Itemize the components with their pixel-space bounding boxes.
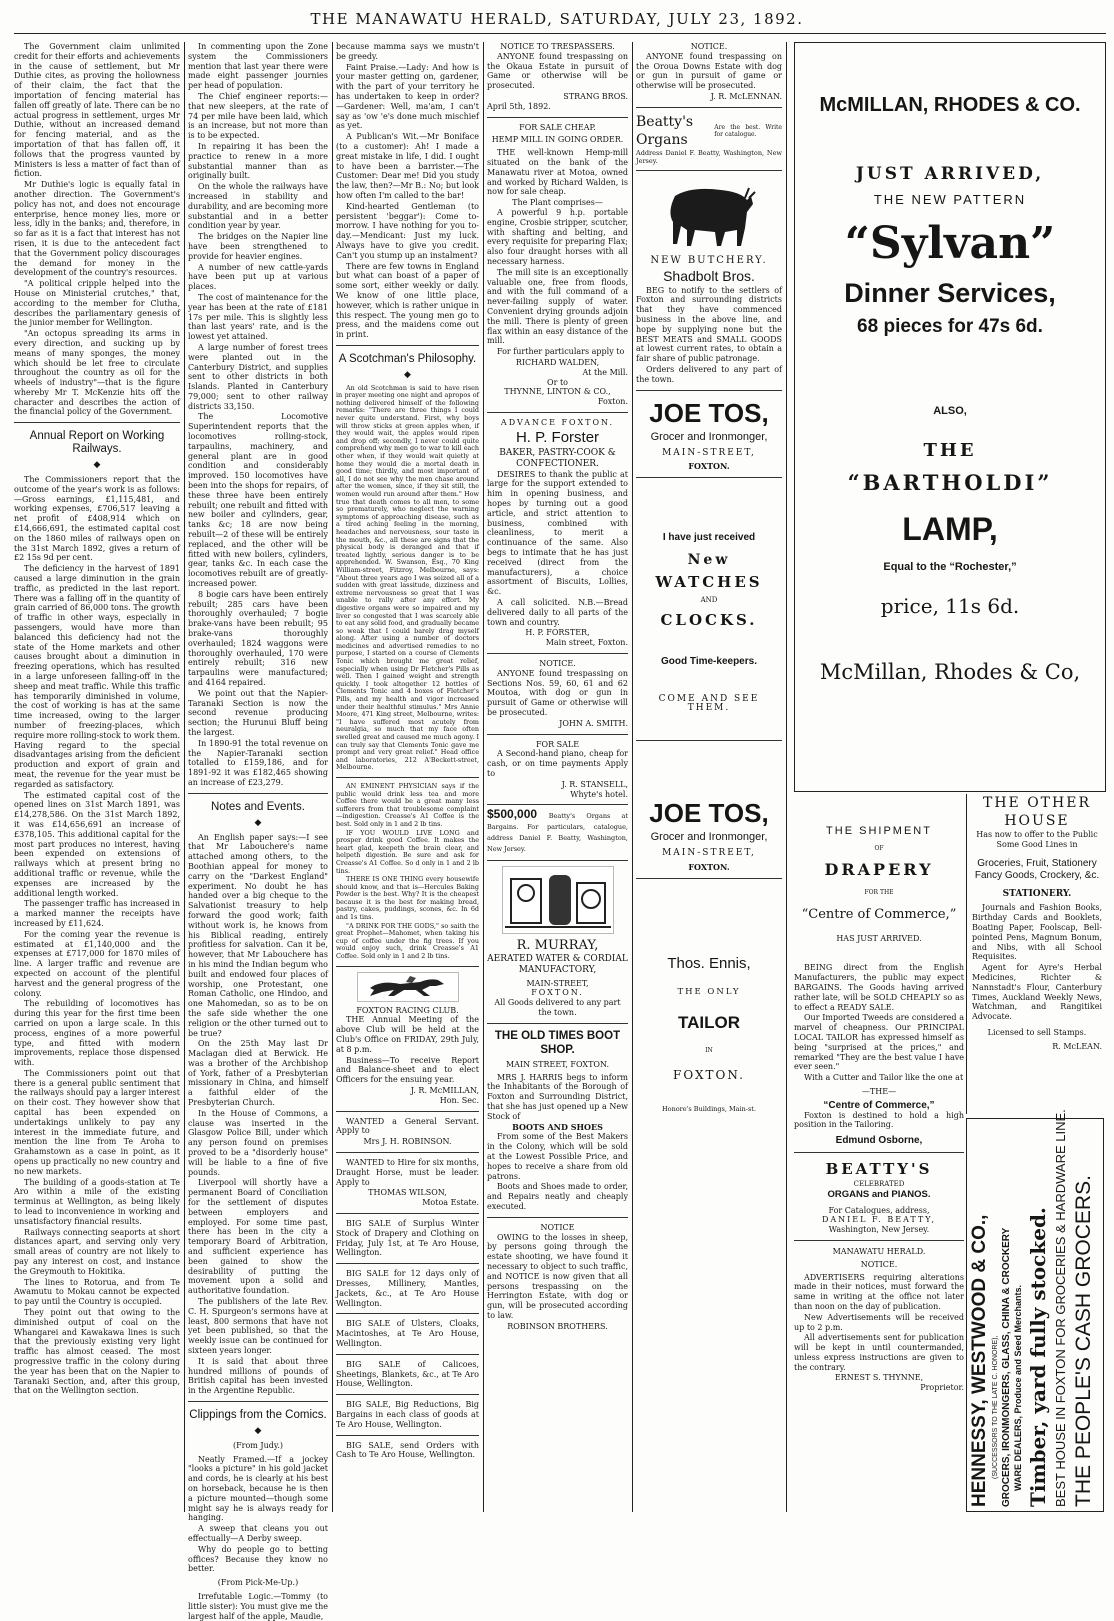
article-paragraph: The Commissioners point out that there is a general public sentiment that the railways should pay a larger interest on their cost. They however show that capital has been expended on undertakings unlikely to pay any interest in the immediate future, and mention the line from Te Aroha to Grahamstown as a case in point, as it opens up practically no new country and no new markets. xyxy=(14,1068,180,1176)
product-name: “Sylvan” xyxy=(844,218,1056,269)
ad-line: Equal to the “Rochester,” xyxy=(883,561,1017,573)
ad-line: New xyxy=(687,551,731,568)
ad-line: HAS JUST ARRIVED. xyxy=(836,933,922,943)
signature: At the Mill. xyxy=(582,367,628,377)
ad-paragraph: BIG SALE, send Orders with Cash to Te Aro House, Wellington. xyxy=(336,1440,479,1460)
ad-paragraph: BEG to notify to the settlers of Foxton and surrounding districts that they have commenced business in the above line, and hope by supplying none but the BEST MEATS and SMALL GOODS at lowest current rates, to obtain a fair share of public patronage. xyxy=(636,285,782,364)
divider xyxy=(336,1394,479,1395)
ad-paragraph: Our Imported Tweeds are considered a marvel of cheapness. Our PRINCIPAL LOCAL TAILOR has expressed himself as being "surprised at the prices," and remarked "They are the best value I have ever seen." xyxy=(794,1013,964,1072)
divider xyxy=(636,740,782,741)
other-house-ad xyxy=(972,794,1102,1114)
divider xyxy=(336,1111,479,1112)
signature: THOMAS WILSON, xyxy=(368,1188,447,1198)
divider xyxy=(636,170,782,171)
ad-paragraph: With a Cutter and Tailor like the one at xyxy=(804,1073,964,1083)
masthead: THE MANAWATU HERALD, SATURDAY, JULY 23, 1892. xyxy=(310,10,804,28)
ad-line: AND xyxy=(700,595,718,604)
ad-tagline: Are the best. Write for catalogue. xyxy=(714,123,782,138)
ad-heading: NOTICE. xyxy=(860,1259,898,1269)
article-paragraph: A number of new cattle-yards have been put up at various places. xyxy=(188,262,328,292)
business-name: Beatty's Organs xyxy=(636,113,694,148)
ad-line: Has now to offer to the Public Some Good Lines in xyxy=(976,830,1098,849)
ad-line: Licensed to sell Stamps. xyxy=(987,1027,1087,1037)
ad-line: —THE— xyxy=(861,1086,897,1096)
ad-heading: STATIONERY. xyxy=(1002,888,1072,899)
ad-paragraph: A Second-hand piano, cheap for cash, or on time payments Apply to xyxy=(487,749,628,778)
advertisement-text: THERE IS ONE THING every housewife should know, and that is—Hercules Baking Powder is the best. Why? It is the cheapest because it is the best for making bread, pastry, cakes, puddings, scones, &c. In 6d and 1s tins. xyxy=(336,875,479,922)
town-line: FOXTON. xyxy=(531,988,584,998)
ad-line: BEST HOUSE IN FOXTON FOR GROCERIES & HARDWARE LINE. xyxy=(1053,1109,1068,1507)
ad-paragraph: BIG SALE for 12 days only of Dresses, Millinery, Mantles, Jackets, &c., at Te Aro House Wellington. xyxy=(336,1269,479,1308)
ad-paragraph: Business—To receive Report and Balance-sheet and to elect Officers for the ensuing year. xyxy=(336,1055,479,1085)
ad-paragraph: From some of the Best Makers in the Colony, which will be sold at the Lowest Possible Price, and hopes to receive a share from old patrons. xyxy=(487,1132,628,1181)
signature: Foxton. xyxy=(597,397,628,407)
ad-line: ORGANS and PIANOS. xyxy=(827,1188,931,1200)
town-line: FOXTON. xyxy=(688,461,730,472)
signature: ROBINSON BROTHERS. xyxy=(507,1321,608,1331)
signature: J. R. STANSELL, xyxy=(561,779,628,789)
divider xyxy=(636,390,782,391)
divider xyxy=(336,345,479,346)
address-line: Honore's Buildings, Main-st. xyxy=(661,1105,756,1114)
ad-line: GROCERS, IRONMONGERS, GLASS, CHINA & CROCKERY xyxy=(1001,1227,1012,1507)
ad-paragraph: For further particulars apply to xyxy=(497,347,625,357)
ad-heading: ADVANCE FOXTON. xyxy=(500,417,615,427)
ad-heading: FOR SALE xyxy=(535,739,580,749)
centre-of-commerce-ad xyxy=(794,794,964,1512)
advertisement-text: "A DRINK FOR THE GODS," so saith the great Prophet—Mahomet, when taking his cup of coffee under the fig trees. If you would enjoy such, drink Creasse's A1 Coffee. Sold only in 1 and 2 lb tins. xyxy=(336,921,479,961)
article-paragraph: There are few towns in England but what can boast of a paper of some sort, either weekly or daily. We know of one little place, however, which is rather unique in this respect. The young men go to press, and the maidens come out in print. xyxy=(336,261,479,340)
divider xyxy=(487,734,628,735)
article-paragraph: Irrefutable Logic.—Tommy (to little sister): You must give me the largest half of the apple, Maudie, xyxy=(188,1591,328,1621)
signature: Proprietor. xyxy=(920,1383,964,1393)
article-paragraph: In 1890-91 the total revenue on the Napier-Taranaki section totalled to £159,186, and for 1891-92 it was £182,465 showing an increase of £23,279. xyxy=(188,738,328,787)
ad-paragraph: Or to xyxy=(547,377,568,387)
ad-paragraph: THE Annual Meeting of the above Club will be held at the Club's Office on FRIDAY, 29th July, at 8 p.m. xyxy=(336,1015,479,1054)
signature: J. R. McLENNAN. xyxy=(710,91,782,101)
ad-line: OF xyxy=(874,845,884,852)
business-name: JOE TOS, xyxy=(649,798,769,829)
business-type: Grocer and Ironmonger, xyxy=(650,831,768,844)
article-paragraph: Liverpool will shortly have a permanent Board of Conciliation for the settlement of disputes between employers and employed. For some time past, there has been in the city a temporary Board of Arbitration, and sufficient experience has been gained to show the desirability of putting the movement upon a solid and authoritative foundation. xyxy=(188,1178,328,1296)
signature: Hon. Sec. xyxy=(439,1095,479,1105)
divider xyxy=(487,412,628,413)
signature: Edmund Osborne, xyxy=(835,1135,923,1147)
ad-line: Good Time-keepers. xyxy=(661,655,757,667)
business-name: R. MURRAY, xyxy=(516,937,599,953)
column-rule xyxy=(332,42,333,1512)
product-type: LAMP, xyxy=(902,511,998,547)
ad-paragraph: Journals and Fashion Books, Birthday Cards and Booklets, Boating Paper, Foolscap, Bell-pointed Pens, Magnum Bonum, and Nibs, with all School Requisites. xyxy=(972,903,1102,962)
signature: Main street, Foxton. xyxy=(545,638,628,648)
column-4 xyxy=(487,42,628,1512)
article-paragraph: In repairing it has been the practice to renew in a more substantial manner than as originally built. xyxy=(188,141,328,181)
divider xyxy=(188,1401,328,1402)
signature: Motoa Estate. xyxy=(422,1198,479,1208)
ad-line: THE PEOPLE'S CASH GROCERS. xyxy=(1072,1175,1095,1507)
ad-line: DANIEL F. BEATTY, xyxy=(821,1215,937,1225)
column-5 xyxy=(636,42,782,1512)
column-rule xyxy=(632,42,633,1512)
divider xyxy=(487,860,628,861)
street-line: MAIN STREET, FOXTON. xyxy=(505,1059,610,1069)
business-name: BEATTY'S xyxy=(825,1159,933,1178)
ornament: ◆ xyxy=(254,1425,262,1436)
divider xyxy=(794,1152,964,1153)
signature: ERNEST S. THYNNE, xyxy=(834,1373,924,1383)
ad-paragraph: BIG SALE of Ulsters, Cloaks, Macintoshes, at Te Aro House, Wellington. xyxy=(336,1319,479,1348)
divider xyxy=(336,1152,479,1153)
ad-heading: FOR SALE CHEAP. xyxy=(519,122,596,132)
source-label: (From Pick-Me-Up.) xyxy=(217,1578,299,1588)
business-name: THE OLD TIMES BOOT SHOP. xyxy=(494,1029,621,1056)
ad-heading: NOTICE xyxy=(540,1222,575,1232)
business-name: JOE TOS, xyxy=(649,397,769,428)
signature: R. McLEAN. xyxy=(1052,1041,1102,1051)
street-line: MAIN-STREET, xyxy=(662,447,756,458)
article-paragraph: A sweep that cleans you out effectually—A Derby sweep. xyxy=(188,1524,328,1543)
ad-line: (SUCCESSORS TO THE LATE C. HONORE), xyxy=(992,1335,999,1479)
ad-address: Address Daniel F. Beatty, Washington, New Jersey. xyxy=(636,148,782,165)
advertisement-text: AN EMINENT PHYSICIAN says if the public would drink less tea and more Coffee there would be a great many less sufferers from that troublesome complaint—indigestion. Creasse's A1 Coffee is the best. Sold only in 1 and 2 lb tins. xyxy=(336,781,479,828)
ad-paragraph: A powerful 9 h.p. portable engine, Crosbie stripper, scutcher, with shafting and belting, and every requisite for preparing Flax; also four draught horses with all necessary harness. xyxy=(487,207,628,266)
date-line: April 5th, 1892. xyxy=(487,101,551,111)
column-3 xyxy=(336,42,479,1512)
ad-subheading: BOOTS AND SHOES xyxy=(512,1121,603,1132)
business-name: HENNESSY, WESTWOOD & CO., xyxy=(969,1214,990,1507)
signature: J. R. McMILLAN, xyxy=(410,1086,479,1096)
ad-paragraph: MRS J. HARRIS begs to inform the Inhabitants of the Borough of Foxton and Surrounding District, that she has just opened up a New Stock of xyxy=(487,1072,628,1121)
divider xyxy=(336,1435,479,1436)
divider xyxy=(336,966,479,967)
ad-line: TAILOR xyxy=(677,1012,740,1032)
street-line: MAIN-STREET, xyxy=(526,978,589,988)
ad-line: “Centre of Commerce,” xyxy=(823,1099,935,1111)
bull-woodcut xyxy=(661,176,757,252)
business-name: Thos. Ennis, xyxy=(667,954,751,972)
article-paragraph: The lines to Rotorua, and from Te Awamutu to Mokau cannot be expected to pay until the Country is occupied. xyxy=(14,1277,180,1307)
article-paragraph: "A political cripple helped into the House on Ministerial crutches," that, according to the member for Clutha, describes the parliamentary genesis of the junior member for Wellington. xyxy=(14,279,180,328)
signature: Mrs J. H. ROBINSON. xyxy=(363,1137,452,1147)
product-price: price, 11s 6d. xyxy=(880,594,1020,618)
divider xyxy=(336,1263,479,1264)
ad-paragraph: All advertisements sent for publication will be kept in until countermanded, unless express instructions are given to the contrary. xyxy=(794,1333,964,1372)
article-paragraph: The Commissioners report that the outcome of the year's work is as follows:—Gross earnings, £1,115,481, and working expenses, £706,517 leaving a net profit of £408,914 which on £14,666,691, the estimated capital cost on the 1860 miles of railways open on the 31st March 1892, gives a return of £2 15s 9d per cent. xyxy=(14,475,180,563)
business-name: Shadbolt Bros. xyxy=(663,267,755,284)
article-paragraph: The rebuilding of locomotives has during this year for the first time been carried on upon a large scale. In this process, engines of a more powerful type, and fitted with modern improvements, replace those dispensed with. xyxy=(14,999,180,1068)
ad-line: THE ONLY xyxy=(677,986,741,997)
divider xyxy=(636,107,782,108)
divider xyxy=(487,1023,628,1024)
ad-line: For Catalogues, address, xyxy=(828,1205,930,1215)
ad-heading: NOTICE. xyxy=(690,42,728,51)
signature: JOHN A. SMITH. xyxy=(559,718,628,728)
article-paragraph: The deficiency in the harvest of 1891 caused a large diminution in the grain traffic, as predicted in the last report. There was a falling off in the quantity of grain carried of 86,000 tons. The growth of traffic in other ways, especially in passengers, would have more than balanced this deficiency had not the state of the Home markets and other causes brought about a diminution in freezing operations, which has resulted in a large unforeseen falling-off in the sheep and meat traffic. While this traffic has temporarily diminished in volume, the cost of working is has at the same time increased, owing to the larger number of freezing-places, which require more rolling-stock to work them. Having regard to the special disadvantages arising from the deficient production and export of grain and meat, the revenue for the year must be regarded as satisfactory. xyxy=(14,564,180,789)
ad-line: Groceries, Fruit, Stationery Fancy Goods, Crockery, &c. xyxy=(974,857,1100,881)
business-type: BAKER, PASTRY-COOK & CONFECTIONER. xyxy=(499,447,616,469)
ad-paragraph: New Advertisements will be received up to 2 p.m. xyxy=(794,1312,964,1332)
article-heading: A Scotchman's Philosophy. xyxy=(338,352,477,365)
ad-line: ALSO, xyxy=(933,405,967,417)
ad-heading: FOXTON RACING CLUB. xyxy=(356,1005,459,1015)
business-type: Grocer and Ironmonger, xyxy=(650,430,768,443)
ad-paragraph: Foxton is destined to hold a high position in the Tailoring. xyxy=(794,1110,964,1130)
advertisement-panel xyxy=(790,42,1108,1512)
article-paragraph: Neatly Framed.—If a jockey "looks a picture" in his gold jacket and cords, he is clearly at his best on horseback, because he is then a picture mounted—though some might say he is always ready for hanging. xyxy=(188,1454,328,1523)
ad-line: FOR THE xyxy=(864,888,894,896)
ad-paragraph: All Goods delivered to any part the town. xyxy=(494,998,621,1017)
ad-paragraph: A call solicited. N.B.—Bread delivered daily to all parts of the town and country. xyxy=(487,598,628,627)
ad-line: THE SHIPMENT xyxy=(826,825,932,837)
street-line: MAIN-STREET, xyxy=(662,848,756,859)
ad-heading: MANAWATU HERALD. xyxy=(832,1246,926,1256)
business-type: AERATED WATER & CORDIAL MANUFACTORY, xyxy=(487,953,628,975)
business-name: H. P. Forster xyxy=(515,428,600,446)
ad-paragraph: Orders delivered to any part of the town. xyxy=(636,364,782,384)
article-paragraph: A large number of forest trees were planted out in the Canterbury District, and supplies sent to other districts in both Islands. Planted in Canterbury 79,000; sent to other railway districts 33,150. xyxy=(188,342,328,411)
ad-paragraph: ANYONE found trespassing on the Oroua Downs Estate with dog or gun in pursuit of game or otherwise will be prosecuted. xyxy=(636,51,782,91)
ad-line: I have just received xyxy=(662,532,756,544)
column-rule xyxy=(483,42,484,1512)
town-line: FOXTON. xyxy=(688,861,730,872)
product-name: “BARTHOLDI” xyxy=(847,470,1053,495)
signature: H. P. FORSTER, xyxy=(525,628,590,638)
article-paragraph: Railways connecting seaports at short distances apart, and serving only very small areas of country are not likely to pay any interest on cost, and instance the Greymouth to Hokitika. xyxy=(14,1227,180,1276)
ad-line: DRAPERY xyxy=(824,859,934,879)
article-paragraph: It is said that about three hundred millions of pounds of British capital has been invested in the Argentine Republic. xyxy=(188,1356,328,1396)
ad-line: THE NEW PATTERN xyxy=(873,192,1027,207)
ad-paragraph: WANTED a General Servant. Apply to xyxy=(336,1116,479,1136)
signature: STRANG BROS. xyxy=(563,91,628,101)
divider xyxy=(487,117,628,118)
ornament: ◆ xyxy=(404,369,411,380)
ornament: ◆ xyxy=(254,817,262,828)
ad-line: WATCHES xyxy=(655,572,763,591)
ad-paragraph: DESIRES to thank the public at large for the support extended to him in opening business, and hopes by turning out a good article, and strict attention to business, combined with cleanliness, to merit a continuance of the same. Also begs to intimate that he has just received (direct from the manufacturers), a choice assortment of Biscuits, Lollies, &c. xyxy=(487,469,628,597)
article-heading: Notes and Events. xyxy=(211,800,305,813)
column-rule xyxy=(966,794,967,1114)
article-paragraph: "An octopus spreading its arms in every direction, and sucking up by means of many sponges, the money which should be let free to circulate throughout the country as oil for the wheels of industry"—that is the figure whereby Mr T. McKenzie hits off the character and describes the action of the financial policy of the Government. xyxy=(14,329,180,417)
ad-paragraph: BIG SALE, Big Reductions, Big Bargains in each class of goods at Te Aro House, Wellington. xyxy=(336,1400,479,1429)
article-paragraph: An English paper says:—I see that Mr Labouchere's name attached among others, to the Boothian appeal for money to carry on the "Darkest England" experiment. No doubt he has handed over a big cheque to the Salvationist treasury to help forward the good work; faith without work is, he knows from his Biblical reading, entirely profitless for salvation. Can it be, however, that Mr Labouchere has in his mind the Indian begum who built and endowed four places of worship, one Protestant, one Roman Catholic, one Hindoo, and one Mahomedan, so as to be on the safe side whether the one religion or the other turned out to be true? xyxy=(188,832,328,1038)
article-paragraph: The Chief engineer reports:—that new sleepers, at the rate of 74 per mile have been laid, which is an increase, but not more than is to be expected. xyxy=(188,91,328,141)
article-paragraph: The estimated capital cost of the opened lines on 31st March 1891, was £14,278,586. On the 31st March 1892, it was £14,656,691 an increase of £378,105. This additional capital for the most part produces no interest, having been expended on extensions of railways which at present bring no additional traffic or revenue, while the expenses are increased by the additional length worked. xyxy=(14,790,180,898)
ad-heading: NOTICE. xyxy=(539,659,576,669)
product-type: Dinner Services, xyxy=(844,278,1056,308)
column-rule xyxy=(786,42,787,1512)
divider xyxy=(14,422,180,423)
divider xyxy=(188,793,328,794)
ad-line: Washington, New Jersey. xyxy=(828,1225,930,1235)
ad-heading: NEW BUTCHERY. xyxy=(650,254,768,266)
divider xyxy=(487,1217,628,1218)
article-paragraph: 8 bogie cars have been entirely rebuilt; 285 cars have been thoroughly overhauled; 7 bogie brake-vans have been rebuilt; 95 brake-vans thoroughly overhauled; 1824 waggons were thoroughly overhauled, 170 were entirely rebuilt; 316 new tarpaulins were manufactured; and 4164 repaired. xyxy=(188,589,328,687)
article-paragraph: For the coming year the revenue is estimated at £1,140,000 and the expenses at £717,000 for 1870 miles of line. A larger traffic and revenue are expected on account of the plentiful harvest and the general progress of the colony. xyxy=(14,929,180,998)
ad-paragraph: BIG SALE of Calicoes, Sheetings, Blankets, &c., at Te Aro House, Wellington. xyxy=(336,1359,479,1389)
divider xyxy=(487,804,628,805)
ad-paragraph: WANTED to Hire for six months, Draught Horse, must be leader. Apply to xyxy=(336,1158,479,1187)
ad-line: CLOCKS. xyxy=(660,610,758,629)
article-paragraph: The bridges on the Napier line have been strengthened to provide for heavier engines. xyxy=(188,232,328,261)
ad-paragraph: ADVERTISERS requiring alterations made in their notices, must forward the same in writing at the office not later than noon on the day of publication. xyxy=(794,1272,964,1311)
column-1 xyxy=(14,42,180,1512)
hennessy-westwood-ad xyxy=(966,1109,1104,1512)
column-2 xyxy=(188,42,328,1621)
business-name: McMillan, Rhodes & Co, xyxy=(819,660,1081,684)
ad-heading: NOTICE TO TRESPASSERS. xyxy=(500,42,615,51)
article-paragraph: The Government claim unlimited credit for their efforts and achievements in the cause of settlement, but Mr Duthie cites, as proving the hollowness of their claim, the fact that the importation of fencing material has fallen off greatly of late. There can be no actual progress in settlement, urges Mr Duthie, without an increased demand for fencing material, and as the importation of that has fallen off, it follows that the progress vaunted by Ministers is less a matter of fact than of fiction. xyxy=(14,42,180,179)
town-line: FOXTON. xyxy=(673,1068,745,1083)
ad-paragraph: THE well-known Hemp-mill situated on the bank of the Manawatu river at Motoa, owned and worked by Richard Walden, is now for sale cheap. xyxy=(487,148,628,197)
ad-paragraph: BIG SALE of Surplus Winter Stock of Drapery and Clothing on Friday, July 1st, at Te Aro House, Wellington. xyxy=(336,1218,479,1258)
signature: RICHARD WALDEN, xyxy=(515,357,600,367)
ad-line: COME AND SEE THEM. xyxy=(658,693,760,714)
ad-line: IN xyxy=(705,1046,713,1054)
article-paragraph: Kind-hearted Gentleman (to persistent 'beggar'): Come to-morrow. I have nothing for you to-day.—Mendicant: Just my luck. Always have to give you credit. Can't you stump up an instalment? xyxy=(336,201,479,260)
masthead-rule xyxy=(14,33,1106,34)
machinery-woodcut xyxy=(502,866,614,934)
price-figure: $500,000 xyxy=(487,807,538,822)
ad-paragraph: Boots and Shoes made to order, and Repairs neatly and cheaply executed. xyxy=(487,1182,628,1211)
article-heading: Annual Report on Working Railways. xyxy=(29,430,165,456)
product-price: 68 pieces for 47s 6d. xyxy=(857,316,1043,337)
article-paragraph: The publishers of the late Rev. C. H. Spurgeon's sermons have at least, 800 sermons that have not yet been published, so that the weekly issue can be continued for sixteen years longer. xyxy=(188,1297,328,1355)
article-paragraph: Why do people go to betting offices? Because they know no better. xyxy=(188,1544,328,1574)
ad-line: Timber, yard fully stocked. xyxy=(1026,1207,1050,1507)
article-heading: Clippings from the Comics. xyxy=(189,1408,327,1421)
article-paragraph: Faint Praise.—Lady: And how is your master getting on, gardener, with the part of your territory he has undertaken to keep in order?—Gardener: Well, ma'am, I can't say as 'ow 'e's done much mischief as yet. xyxy=(336,62,479,131)
article-paragraph: We point out that the Napier-Taranaki Section is now the second revenue producing section; the Hurunui Bluff being the largest. xyxy=(188,688,328,737)
ad-line: WARE DEALERS, Produce and Seed Merchants. xyxy=(1013,1284,1023,1491)
ad-paragraph: OWING to the losses in sheep, by persons going through the estate shooting, we have found it necessary to object to such traffic, and NOTICE is now given that all persons trespassing on the Herrington Estate, with dog or gun, will be prosecuted according to law. xyxy=(487,1232,628,1320)
business-name: McMILLAN, RHODES & CO. xyxy=(819,94,1081,116)
ad-paragraph: BEING direct from the English Manufacturers, the public may expect BARGAINS. The Goods having arrived rather late, will be SOLD CHEAPLY so as to effect a READY SALE. xyxy=(794,963,964,1012)
divider xyxy=(336,1213,479,1214)
divider xyxy=(336,1313,479,1314)
article-paragraph: Mr Duthie's logic is equally fatal in another direction. The Government's policy has not, and does not encourage enterprise, hence money lies, more or less, idly in the banks; and, therefore, in so far as it is a fact that interest has not risen, it is due to the antecedent fact that the Government policy discourages the demand for money in the development of the country's resources. xyxy=(14,180,180,278)
article-paragraph: On the 25th May last Dr Maclagan died at Berwick. He was a brother of the Archbishop of York, father of a Presbyterian missionary in China, and himself a faithful elder of the Presbyterian Church. xyxy=(188,1039,328,1108)
article-paragraph: They point out that owing to the diminished output of coal on the Whangarei and Kawakawa lines is such that the previously existing very light traffic has almost ceased. The most progressive traffic in the colony during the year has been that on the Napier to Taranaki Section, and, after this group, that on the Wellington section. xyxy=(14,1308,180,1396)
racehorse-woodcut xyxy=(357,972,459,1002)
article-paragraph: The cost of maintenance for the year has been at the rate of £181 17s per mile. This is slightly less than last years' rate, and is the lowest yet attained. xyxy=(188,292,328,342)
article-paragraph: The passenger traffic has increased in a marked manner the receipts have increased by £11,624. xyxy=(14,899,180,928)
article-paragraph: because mamma says we mustn't be greedy. xyxy=(336,42,479,61)
ad-paragraph: ANYONE found trespassing on the Okaua Estate in pursuit of Game or otherwise will be prosecuted. xyxy=(487,51,628,91)
mcmillan-ad xyxy=(794,42,1106,792)
article-paragraph: The building of a goods-station at Te Aro within a mile of the existing terminus at Wellington, as being likely to lead to inconvenience in working and unsatisfactory financial results. xyxy=(14,1177,180,1226)
divider xyxy=(636,477,782,478)
ad-paragraph: The mill site is an exceptionally valuable one, free from floods, and with the full command of a never-failing supply of water. Convenient drying grounds adjoin the mill. There is plenty of green flax within an easy distance of the mill. xyxy=(487,267,628,346)
ad-paragraph: Beatty's Organs at Bargains. For particulars, catalogue, address Daniel F. Beatty, Washington, New Jersey. xyxy=(487,812,629,853)
divider xyxy=(336,1354,479,1355)
ad-subheading: HEMP MILL IN GOING ORDER. xyxy=(491,135,624,145)
article-paragraph: The Locomotive Superintendent reports that the locomotives rolling-stock, tarpaulins, machinery, and general plant are in good condition and considerably improved. 150 locomotives have been into the shops for repairs, of these three have been entirely rebuilt; one rebuilt and fitted with new boiler and cylinders, gear, tanks &c; 18 are now being rebuilt—2 of these will be entirely replaced, and the other will be fitted with new boilers, cylinders, gear, tanks &c. In each case the locomotives rebuilt are of greatly-increased power. xyxy=(188,412,328,589)
ad-line: THE xyxy=(923,440,977,461)
ad-paragraph: The Plant comprises— xyxy=(512,198,603,208)
divider xyxy=(794,1240,964,1241)
business-name: THE OTHER HOUSE xyxy=(982,795,1091,829)
ad-paragraph: ANYONE found trespassing on Sections Nos. 59, 60, 61 and 62 Moutoa, with dog or gun in pursuit of Game or otherwise will be prosecuted. xyxy=(487,668,628,718)
divider xyxy=(336,777,479,778)
advertisement-text: IF YOU WOULD LIVE LONG and prosper drink good Coffee. It makes the heart glad, keepeth the brain clear, and helpeth digestion. Be sure and ask for Creasse's A1 Coffee. So d only in 1 and 2 lb tins. xyxy=(336,828,479,875)
signature: Whyte's hotel. xyxy=(570,789,628,799)
column-rule xyxy=(184,42,185,1512)
article-paragraph: In the House of Commons, a clause was inserted in the Glasgow Police Bill, under which any person found on premises proved to be a "disorderly house" will be liable to a fine of five pounds. xyxy=(188,1108,328,1177)
divider xyxy=(487,653,628,654)
article-paragraph: A Publican's Wit.—Mr Boniface (to a customer): Ah! I made a great mistake in life, I did. I ought to have been a barrister.—The Customer: Dear me! Did you study the law, then?—Mr B.: No; but look how often I'm called to the bar! xyxy=(336,132,479,200)
ad-line: CELEBRATED xyxy=(853,1179,905,1188)
ornament: ◆ xyxy=(93,460,101,471)
ad-paragraph: Agent for Ayre's Herbal Medicines, Richter & Nannstadt's Flour, Canterbury Times, Auckland Weekly News, Watchman, and Rangitikei Advocate. xyxy=(972,963,1102,1022)
advertisement-text: An old Scotchman is said to have risen in prayer meeting one night and apropos of nothing delivered himself of the following remarks: "There are three things I could never quite understand. First, why boys will throw sticks at green apples when, if they would wait, the apples would ripen and drop off; secondly, I never could quite comprehend why men go to war to kill each other when, if they would wait quietly at home they would die a mortal death in good time; thirdly, and most important of all, I do not see why the men chase around after the women, since, if they sit still, the women would run around after them." How true that death comes to all men, to some so prematurely, who neglect the warning symptoms of approaching disease, such as a tired aching feeling in the morning, headaches and nervousness, sour taste in the mouth, &c., all these are signs that the physical body is deranged and that if treated lightly, serious danger is to be apprehended. W. Swanson, Esq., 70 King William-street, Fitzroy, Melbourne, says: "About three years ago I was seized all of a sudden with great lassitude, dizziness and extreme nervousness so great that I was unable to rally after any effort. My digestive organs were so impaired and my liver so congested that I was scarcely able to eat any solid food, and gradually became so weak that I could barely drag myself along. After using a number of doctors medicines and advertised remedies to no purpose, I started on a course of Clements Tonic which brought me great relief, especially when using Dr Fletcher's Pills as well. Then I gained weight and strength quickly. I took altogether 12 bottles of Clements Tonic and 4 boxes of Fletcher's Pills, and my health and vigor increased under their healthful stimulus." Mrs Annie Moore, 471 King street, Melbourne, writes: "I have suffered most acutely from neuralgia, so much that my face often swelled great and caused me much agony. I can truly say that Clements Tonic gave me prompt and very great relief." Head office and laboratories, 212 A'Beckett-street, Melbourne. xyxy=(336,383,479,772)
article-paragraph: In commenting upon the Zone system the Commissioners mention that last year there were made eight passenger journies per head of population. xyxy=(188,42,328,91)
ad-line: JUST ARRIVED, xyxy=(855,164,1045,184)
divider xyxy=(636,878,782,879)
source-label: (From Judy.) xyxy=(232,1440,284,1450)
ad-line: “Centre of Commerce,” xyxy=(801,906,957,922)
article-paragraph: On the whole the railways have increased in stability and durability, and are becoming more substantial and in a better condition year by year. xyxy=(188,182,328,231)
signature: THYNNE, LINTON & CO., xyxy=(504,387,611,397)
